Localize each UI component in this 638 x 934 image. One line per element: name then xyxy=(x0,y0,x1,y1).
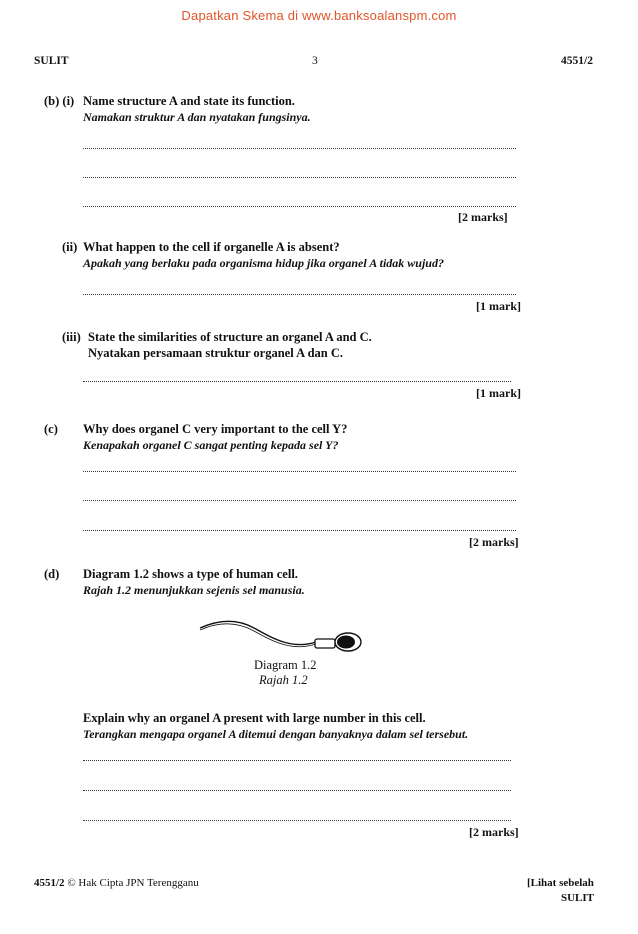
footer-sulit: SULIT xyxy=(561,892,595,904)
watermark: Dapatkan Skema di www.banksoalanspm.com xyxy=(181,8,457,23)
answer-line[interactable] xyxy=(83,294,516,295)
question-b-iii-ms: Nyatakan persamaan struktur organel A dan C. xyxy=(88,346,344,360)
question-b-ii: What happen to the cell if organelle A is absent? xyxy=(83,240,340,254)
question-label-d: (d) xyxy=(44,567,60,581)
question-label-b-ii: (ii) xyxy=(62,240,78,254)
footer-copyright xyxy=(34,877,199,889)
question-d-intro-ms: Rajah 1.2 menunjukkan sejenis sel manusia. xyxy=(83,583,305,597)
question-label-c: (c) xyxy=(44,422,58,436)
question-b-i-ms: Namakan struktur A dan nyatakan fungsinya. xyxy=(83,110,311,124)
question-label-b-i: (b) (i) xyxy=(44,94,75,108)
marks-d: [2 marks] xyxy=(469,825,519,839)
answer-line[interactable] xyxy=(83,530,516,531)
footer-copyright-text: © Hak Cipta JPN Terengganu xyxy=(67,877,199,889)
marks-b-iii: [1 mark] xyxy=(476,386,521,400)
question-c-ms: Kenapakah organel C sangat penting kepada sel Y? xyxy=(83,438,339,452)
answer-line[interactable] xyxy=(83,381,511,382)
marks-b-ii: [1 mark] xyxy=(476,299,521,313)
answer-line[interactable] xyxy=(83,500,516,501)
sperm-midpiece xyxy=(315,639,335,648)
header-right: 4551/2 xyxy=(561,55,593,67)
answer-line[interactable] xyxy=(83,148,516,149)
question-b-i: Name structure A and state its function. xyxy=(83,94,295,108)
question-c: Why does organel C very important to the cell Y? xyxy=(83,422,348,436)
answer-line[interactable] xyxy=(83,471,516,472)
sperm-tail-outline xyxy=(200,624,316,647)
answer-line[interactable] xyxy=(83,820,511,821)
diagram-caption: Diagram 1.2 xyxy=(254,658,317,672)
answer-line[interactable] xyxy=(83,760,511,761)
question-b-ii-ms: Apakah yang berlaku pada organisma hidup jika organel A tidak wujud? xyxy=(83,256,444,270)
diagram-caption-ms: Rajah 1.2 xyxy=(259,673,308,687)
marks-c: [2 marks] xyxy=(469,535,519,549)
header-left: SULIT xyxy=(34,55,69,67)
marks-b-i: [2 marks] xyxy=(458,210,508,224)
footer-next-page: [Lihat sebelah xyxy=(527,877,594,889)
answer-line[interactable] xyxy=(83,177,516,178)
answer-line[interactable] xyxy=(83,790,511,791)
question-b-iii: State the similarities of structure an organel A and C. xyxy=(88,330,372,344)
sperm-cell-diagram xyxy=(196,612,366,662)
question-d-intro: Diagram 1.2 shows a type of human cell. xyxy=(83,567,298,581)
footer-code: 4551/2 xyxy=(34,877,65,889)
question-label-b-iii: (iii) xyxy=(62,330,81,344)
answer-line[interactable] xyxy=(83,206,516,207)
question-d-ms: Terangkan mengapa organel A ditemui dengan banyaknya dalam sel tersebut. xyxy=(83,727,469,741)
question-d: Explain why an organel A present with large number in this cell. xyxy=(83,711,426,725)
sperm-nucleus xyxy=(337,636,355,649)
page-number: 3 xyxy=(312,55,318,67)
